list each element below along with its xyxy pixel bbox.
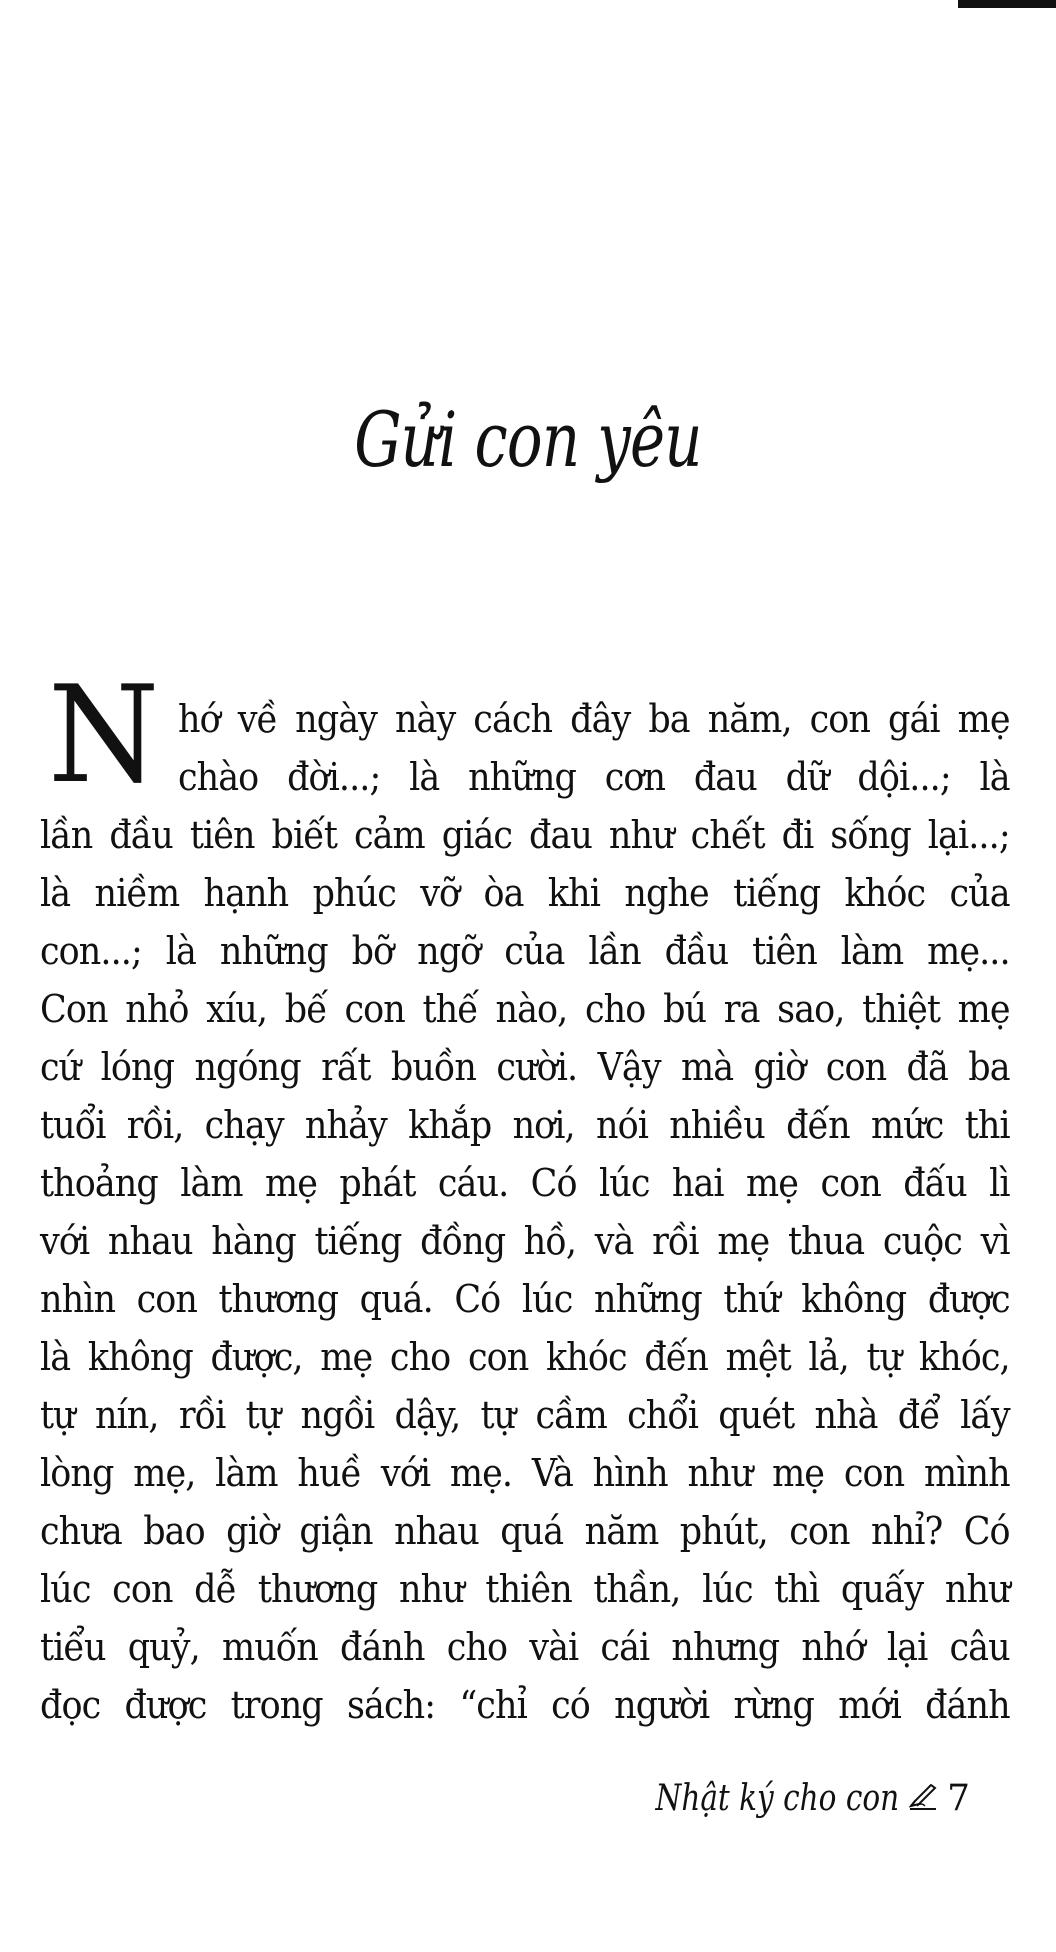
- text-line: là không được, mẹ cho con khóc đến mệt lả, tự khóc,: [40, 1335, 1010, 1379]
- text-line: con...; là những bỡ ngỡ của lần đầu tiên làm mẹ...: [40, 929, 1010, 973]
- text-line: hớ về ngày này cách đây ba năm, con gái mẹ: [178, 697, 1010, 741]
- text-line: tuổi rồi, chạy nhảy khắp nơi, nói nhiều đến mức thi: [40, 1103, 1010, 1147]
- body-text: [40, 690, 1010, 1734]
- text-line: lòng mẹ, làm huề với mẹ. Và hình như mẹ con mình: [40, 1451, 1010, 1495]
- text-line: tự nín, rồi tự ngồi dậy, tự cầm chổi quét nhà để lấy: [40, 1393, 1010, 1437]
- text-line: thoảng làm mẹ phát cáu. Có lúc hai mẹ con đấu lì: [40, 1161, 1010, 1205]
- page-edge-mark: [958, 0, 1056, 8]
- text-line: lúc con dễ thương như thiên thần, lúc thì quấy như: [40, 1567, 1010, 1611]
- text-line: chào đời...; là những cơn đau dữ dội...; là: [178, 755, 1010, 799]
- running-footer-title: Nhật ký cho con: [655, 1778, 900, 1819]
- text-line: cứ lóng ngóng rất buồn cười. Vậy mà giờ con đã ba: [40, 1045, 1010, 1089]
- chapter-title: Gửi con yêu: [354, 395, 702, 484]
- text-line: chưa bao giờ giận nhau quá năm phút, con nhỉ? Có: [40, 1509, 1010, 1553]
- text-line: Con nhỏ xíu, bế con thế nào, cho bú ra sao, thiệt mẹ: [40, 987, 1010, 1031]
- text-line: lần đầu tiên biết cảm giác đau như chết đi sống lại...;: [40, 813, 1010, 857]
- text-line: là niềm hạnh phúc vỡ òa khi nghe tiếng khóc của: [40, 871, 1010, 915]
- text-line: tiểu quỷ, muốn đánh cho vài cái nhưng nhớ lại câu: [40, 1625, 1010, 1669]
- page-footer: [602, 1778, 970, 1819]
- drop-cap: N: [48, 657, 160, 813]
- text-line: đọc được trong sách: “chỉ có người rừng mới đánh: [40, 1683, 1010, 1727]
- text-line: với nhau hàng tiếng đồng hồ, và rồi mẹ thua cuộc vì: [40, 1219, 1010, 1263]
- pen-icon: [909, 1784, 937, 1810]
- page-number: 7: [947, 1778, 970, 1819]
- text-line: nhìn con thương quá. Có lúc những thứ không được: [40, 1277, 1010, 1321]
